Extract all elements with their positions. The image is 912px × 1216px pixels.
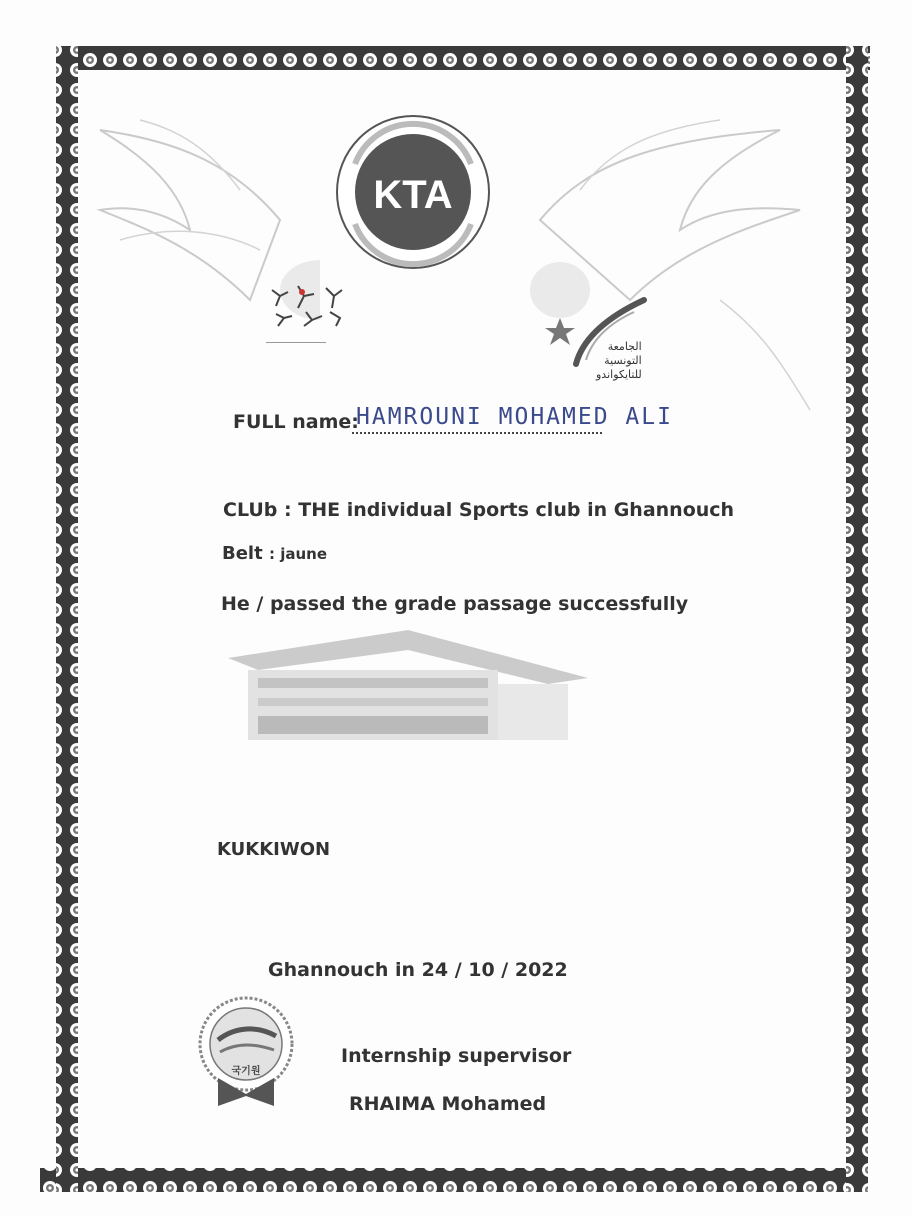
belt-line <box>222 543 327 564</box>
kta-logo-text: KTA <box>373 173 453 217</box>
supervisor-title: Internship supervisor <box>341 1045 572 1067</box>
federation-arabic-name <box>596 340 642 382</box>
belt-label: Belt <box>222 543 263 564</box>
arabic-line-2: التونسية <box>604 354 642 367</box>
club-logo-caption <box>266 330 326 343</box>
arabic-line-1: الجامعة <box>607 340 642 353</box>
kta-logo <box>333 112 493 272</box>
fullname-handwritten-value: HAMROUNI MOHAMED ALI <box>356 404 673 430</box>
seal-text: 국기원 <box>231 1066 261 1077</box>
belt-value: : jaune <box>268 545 327 563</box>
club-line <box>223 499 734 521</box>
supervisor-name: RHAIMA Mohamed <box>349 1093 547 1115</box>
passed-statement: He / passed the grade passage successfully <box>221 593 689 615</box>
kukkiwon-building-image <box>218 618 598 748</box>
fullname-label: FULL name: <box>233 411 359 433</box>
kukkiwon-seal <box>196 994 296 1114</box>
fullname-dotted-line <box>352 432 602 434</box>
issue-date: Ghannouch in 24 / 10 / 2022 <box>268 959 568 981</box>
club-figures-logo <box>262 280 352 330</box>
club-value: THE individual Sports club in Ghannouch <box>298 499 735 521</box>
arabic-line-3: للتايكواندو <box>596 368 642 381</box>
club-label: CLUb : <box>223 499 292 521</box>
organization-name: KUKKIWON <box>217 839 331 860</box>
